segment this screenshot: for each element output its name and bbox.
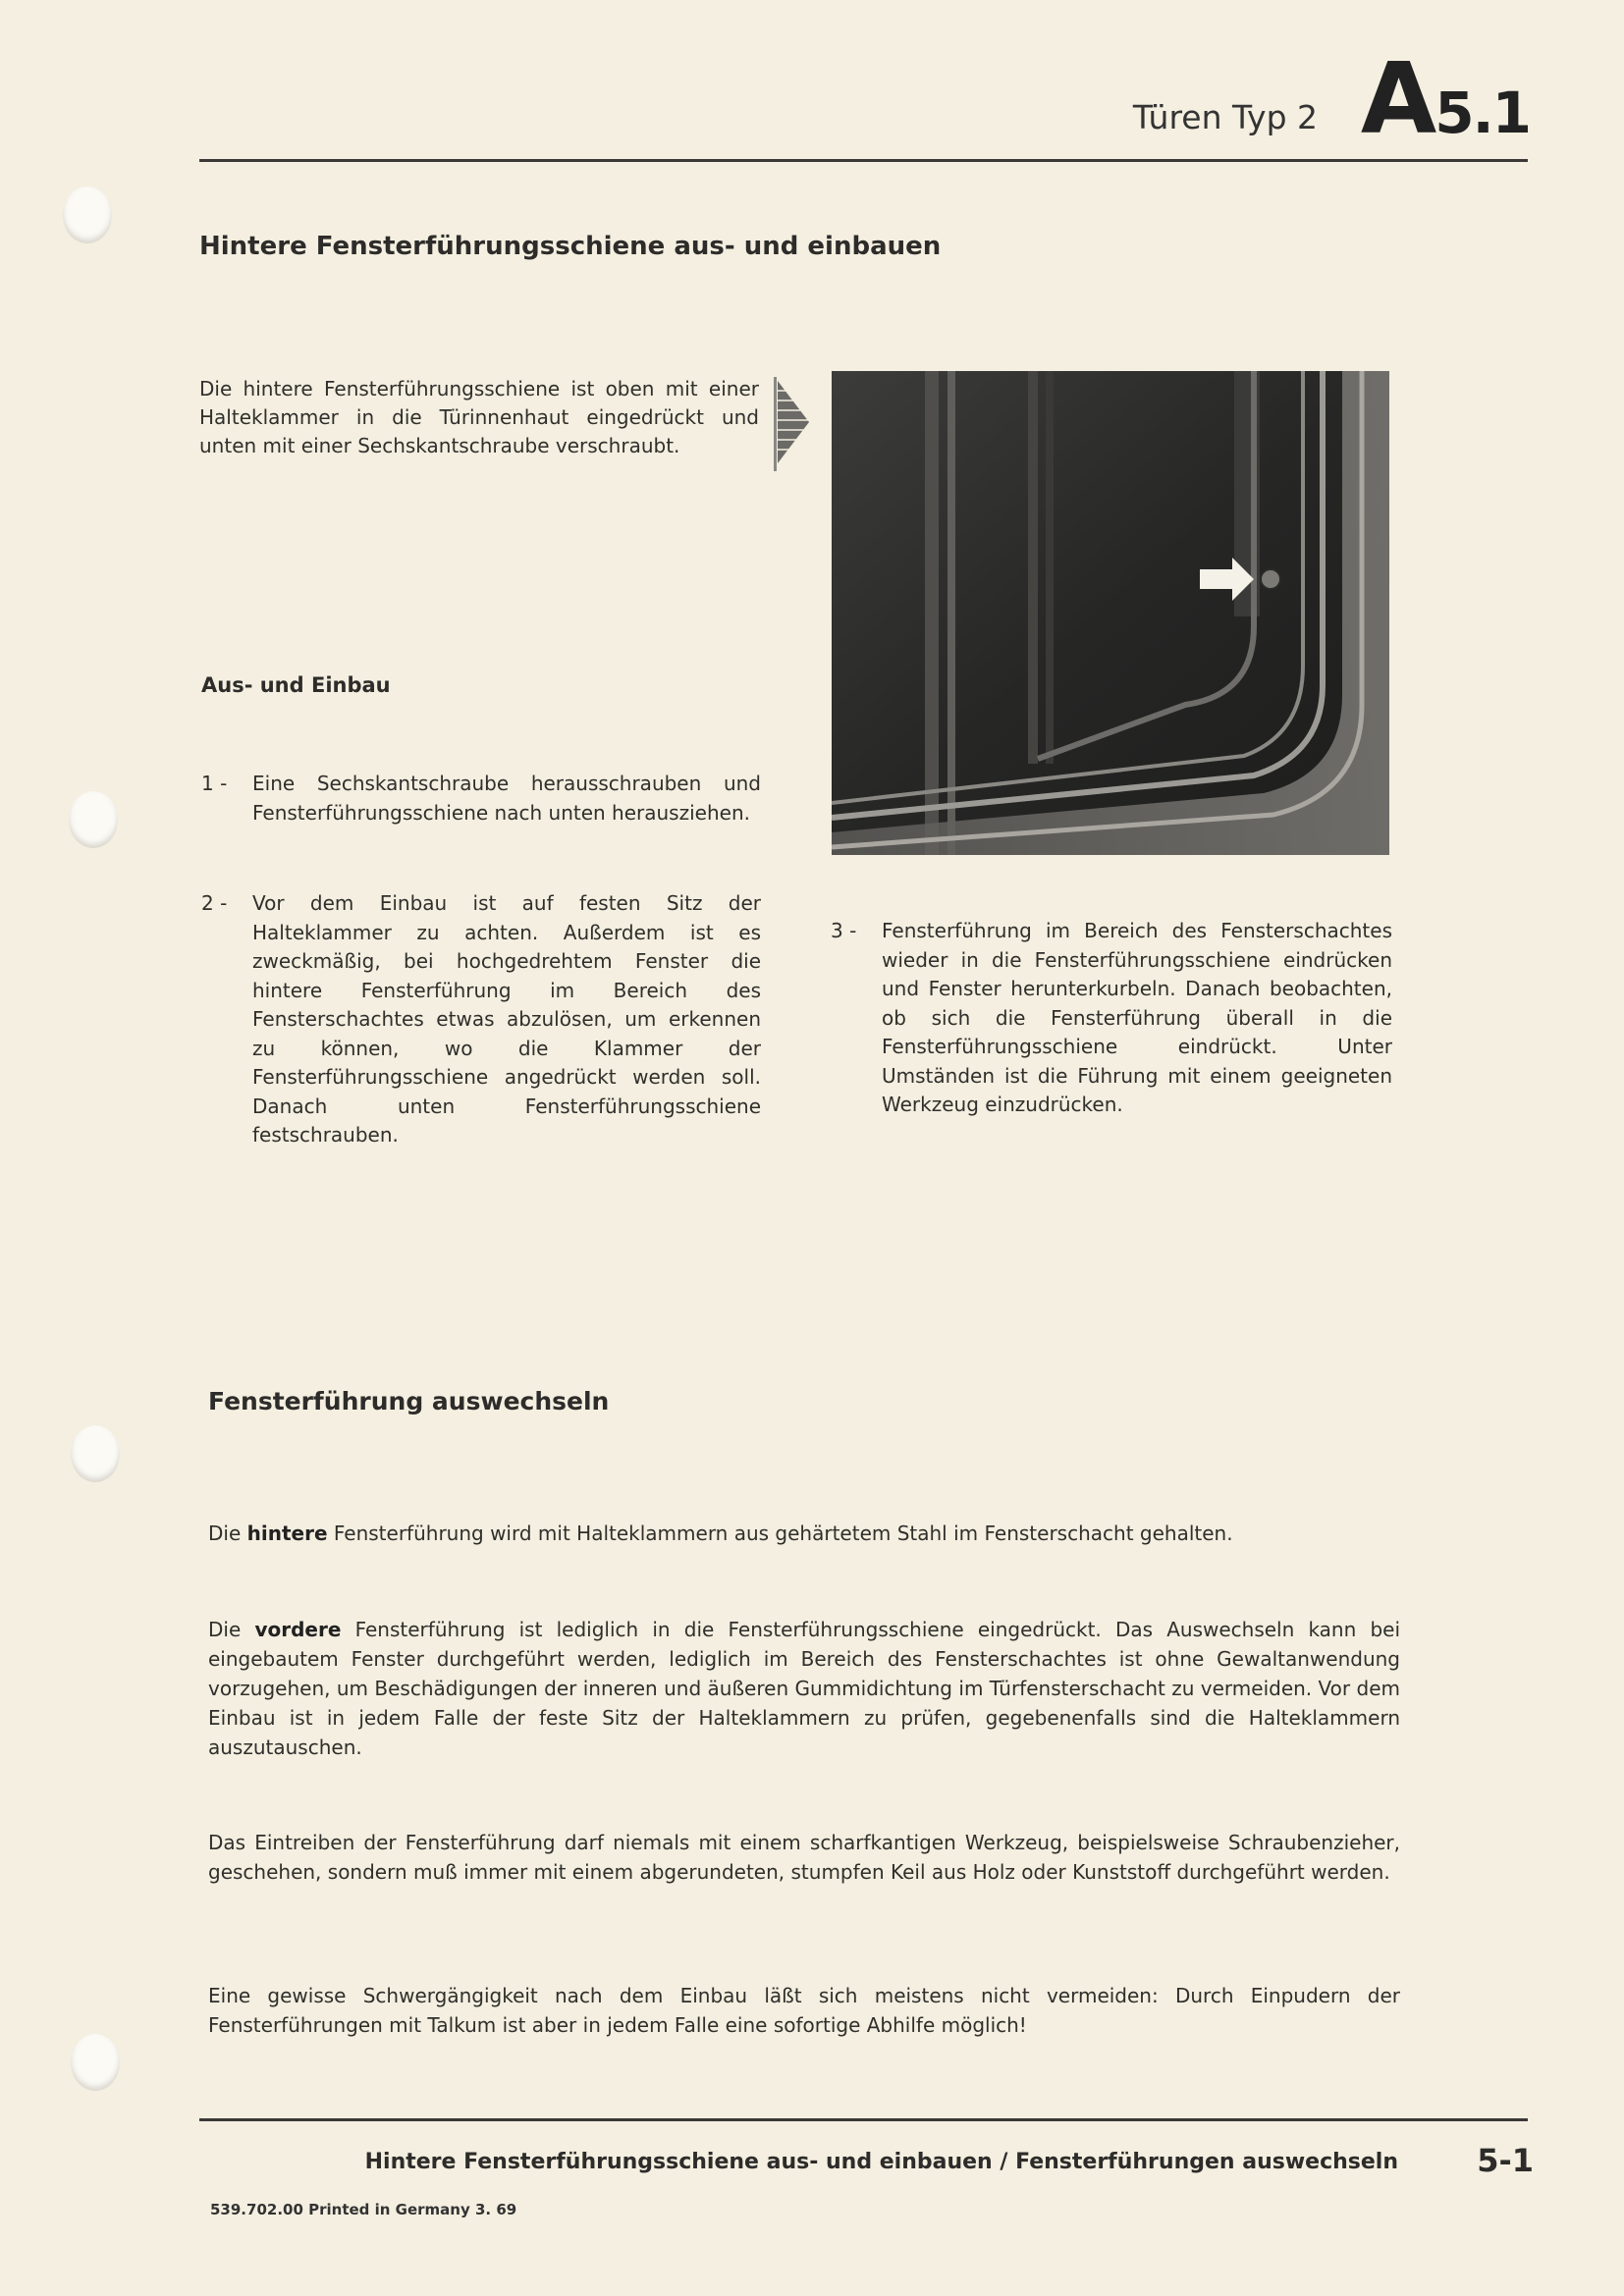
step-text: Eine Sechskantschraube herausschrauben und Fensterführungsschiene nach unten herausziehen. — [252, 772, 761, 825]
section-title: Hintere Fensterführungsschiene aus- und einbauen — [199, 232, 942, 261]
section-title: Fensterführung auswechseln — [208, 1387, 610, 1415]
step-text: Vor dem Einbau ist auf festen Sitz der Halteklammer zu achten. Außerdem ist es zweckmäßig, bei hochgedrehtem Fenster die hintere Fensterführung im Bereich des Fensterschachtes etwas abzulösen, um erkennen zu können, wo die Klammer der Fensterführungsschiene angedrückt werden soll. Danach unten Fensterführungsschiene festschrauben. — [252, 891, 761, 1147]
header-rule — [199, 159, 1528, 162]
print-info: 539.702.00 Printed in Germany 3. 69 — [210, 2201, 517, 2218]
paragraph: Das Eintreiben der Fensterführung darf niemals mit einem scharfkantigen Werkzeug, beispielsweise Schraubenzieher, geschehen, sondern muß immer mit einem abgerundeten, stumpfen Keil aus Holz oder Kunststoff durchgeführt werden. — [208, 1831, 1400, 1884]
paragraph — [208, 1615, 1400, 1762]
intro-paragraph: Die hintere Fensterführungsschiene ist oben mit einer Halteklammer in die Türinnenhaut eingedrückt und unten mit einer Sechskantschraube verschraubt. — [199, 377, 759, 457]
figure-pointer-icon — [774, 377, 813, 475]
emphasis-text: vordere — [254, 1618, 342, 1641]
step-number: 3 - — [831, 919, 857, 942]
paragraph: Eine gewisse Schwergängigkeit nach dem Einbau läßt sich meistens nicht vermeiden: Durch Einpudern der Fensterführungen mit Talkum ist aber in jedem Falle eine sofortige Abhilfe möglich! — [208, 1984, 1400, 2037]
section-code — [1361, 41, 1530, 156]
footer-rule — [199, 2118, 1528, 2121]
punch-hole — [71, 2034, 120, 2091]
footer-title: Hintere Fensterführungsschiene aus- und einbauen / Fensterführungen auswechseln — [364, 2150, 1398, 2174]
header-title: Türen Typ 2 — [1132, 98, 1318, 136]
step-text: Fensterführung im Bereich des Fensterschachtes wieder in die Fensterführungsschiene eindrücken und Fenster herunterkurbeln. Danach beobachten, ob sich die Fensterführung überall in die Fensterführungsschiene eindrückt. Unter Umständen ist die Führung mit einem geeigneten Werkzeug einzudrücken. — [882, 919, 1392, 1116]
punch-hole — [71, 1425, 120, 1482]
paragraph-text: Die — [208, 1618, 242, 1641]
punch-hole — [63, 187, 112, 243]
paragraph-text: Die — [208, 1522, 242, 1545]
section-code-letter: A — [1360, 41, 1435, 156]
punch-hole — [69, 791, 118, 848]
step-number: 2 - — [201, 891, 228, 915]
step-number: 1 - — [201, 772, 228, 795]
paragraph — [208, 1519, 1400, 1548]
emphasis-text: hintere — [246, 1522, 328, 1545]
section-code-number: 5.1 — [1435, 80, 1530, 146]
door-window-photo — [832, 371, 1389, 855]
paragraph-text: Fensterführung ist lediglich in die Fensterführungsschiene eingedrückt. Das Auswechseln kann bei eingebautem Fenster durchgeführt werden, lediglich im Bereich des Fensterschachtes ist ohne Gewaltanwendung vorzugehen, um Beschädigungen der inneren und äußeren Gummidichtung im Türfensterschacht zu vermeiden. Vor dem Einbau ist in jedem Falle der feste Sitz der Halteklammern zu prüfen, gegebenenfalls sind die Halteklammern auszutauschen. — [208, 1618, 1401, 1759]
paragraph-text: Fensterführung wird mit Halteklammern aus gehärtetem Stahl im Fensterschacht gehalten. — [333, 1522, 1233, 1545]
subsection-title: Aus- und Einbau — [201, 673, 391, 697]
page-number: 5-1 — [1477, 2142, 1534, 2179]
